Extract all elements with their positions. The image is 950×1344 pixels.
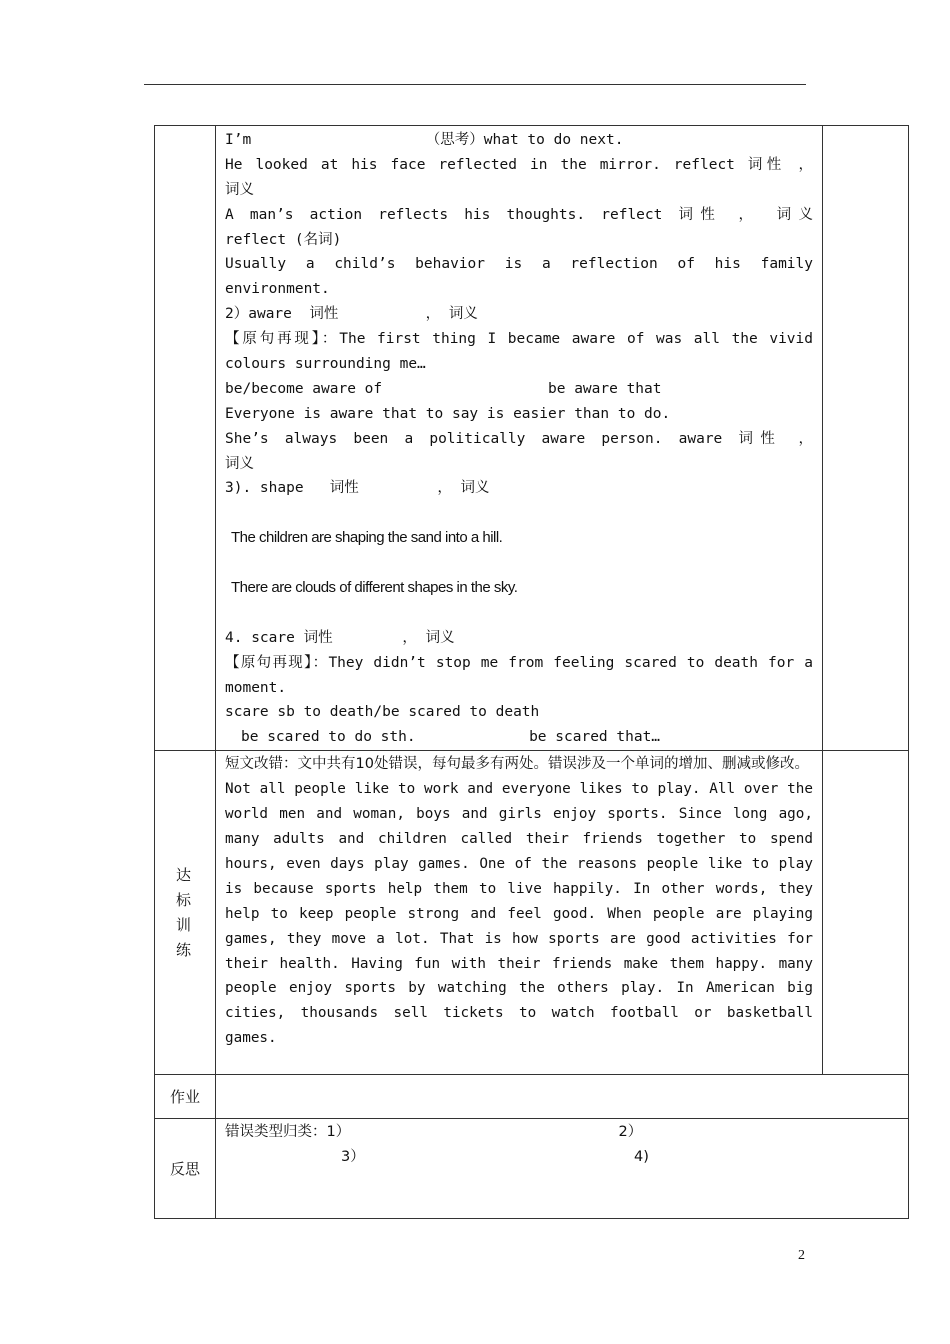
reflection-item: 2）	[618, 1124, 643, 1141]
reflection-label-cell	[155, 1119, 216, 1219]
worksheet-table	[154, 125, 909, 1219]
header-rule	[144, 84, 806, 85]
practice-notes-cell	[823, 751, 909, 1075]
vocab-line: Usually a child’s behavior is a reflection of his family	[225, 256, 813, 273]
vocab-row	[155, 126, 909, 751]
vocab-line: A man’s action reflects his thoughts. reflect 词性 ， 词义	[225, 206, 813, 223]
vocab-line: I’m （思考）what to do next.	[225, 132, 624, 148]
reflection-row	[155, 1119, 909, 1219]
shape-sentence-with-blanks	[225, 551, 813, 576]
vocab-line: She’s always been a politically aware person. aware 词性 ，	[225, 430, 813, 447]
reflection-content-cell	[216, 1119, 909, 1219]
vocab-line: 词义	[225, 181, 254, 198]
vocab-line: 词义	[225, 455, 254, 472]
vocab-line: 【原句再现】：The first thing I became aware of was all the vivid	[225, 331, 813, 348]
reflection-heading: 错误类型归类：	[225, 1124, 327, 1141]
scare-line: scare sb to death/be scared to death	[225, 704, 540, 721]
vocab-side-cell	[155, 126, 216, 751]
practice-instructions: 短文改错：文中共有10处错误，每句最多有两处。错误涉及一个单词的增加、删减或修改。	[225, 756, 809, 773]
reflection-item: 3）	[341, 1149, 365, 1166]
scare-line: 【原句再现】：They didn’t stop me from feeling scared to death for a	[225, 654, 813, 671]
vocab-line: colours surrounding me…	[225, 356, 426, 373]
practice-label-cell	[155, 751, 216, 1075]
shape-sentence: There are clouds of different shapes in the sky.	[231, 579, 518, 597]
vocab-line: Everyone is aware that to say is easier than to do.	[225, 405, 671, 422]
homework-label: 作业	[169, 1088, 200, 1107]
shape-sentence: The children are shaping the sand into a hill.	[231, 529, 503, 547]
reflection-label: 反思	[169, 1160, 200, 1179]
page-number: 2	[798, 1248, 805, 1263]
vocab-line: 2）aware 词性 ， 词义	[225, 306, 478, 323]
homework-row	[155, 1075, 909, 1119]
vocab-notes-cell	[823, 126, 909, 751]
reflection-line-2	[225, 1145, 899, 1170]
vocab-line: environment.	[225, 281, 330, 298]
vocab-content-cell	[216, 126, 823, 751]
practice-row	[155, 751, 909, 1075]
practice-label: 达标训练	[176, 865, 192, 959]
reflection-line-1	[225, 1120, 899, 1145]
scare-line: moment.	[225, 679, 287, 696]
shape-sentence-with-blanks	[225, 601, 813, 626]
vocab-line: reflect (名词)	[225, 231, 342, 248]
vocab-line: He looked at his face reflected in the mirror. reflect 词性 ，	[225, 156, 813, 173]
scare-line: 4. scare 词性 ， 词义	[225, 629, 455, 646]
vocab-line: 3). shape 词性 ， 词义	[225, 480, 490, 497]
vocab-line: be/become aware of be aware that	[225, 380, 662, 397]
reflection-item: 1）	[326, 1124, 351, 1141]
homework-label-cell	[155, 1075, 216, 1119]
scare-line: be scared to do sth. be scared that…	[241, 729, 661, 746]
practice-content-cell	[216, 751, 823, 1075]
shape-intro-line	[225, 501, 813, 526]
homework-content-cell[interactable]	[216, 1075, 909, 1119]
reflection-item: 4)	[634, 1149, 649, 1166]
practice-passage: Not all people like to work and everyone likes to play. All over the world men and woman, boys and girls enjoy sports. Since long ago, many adults and children called their friends together to spend hours, even days play games. One of the reasons people like to play is because sports help them to live happily. In other words, they help to keep people strong and feel good. When people are playing games, they move a lot. That is how sports are good activities for their health. Having fun with their friends make them happy. many people enjoy sports by watching the others play. In American big cities, thousands sell tickets to watch football or basketball games.	[225, 781, 813, 1047]
